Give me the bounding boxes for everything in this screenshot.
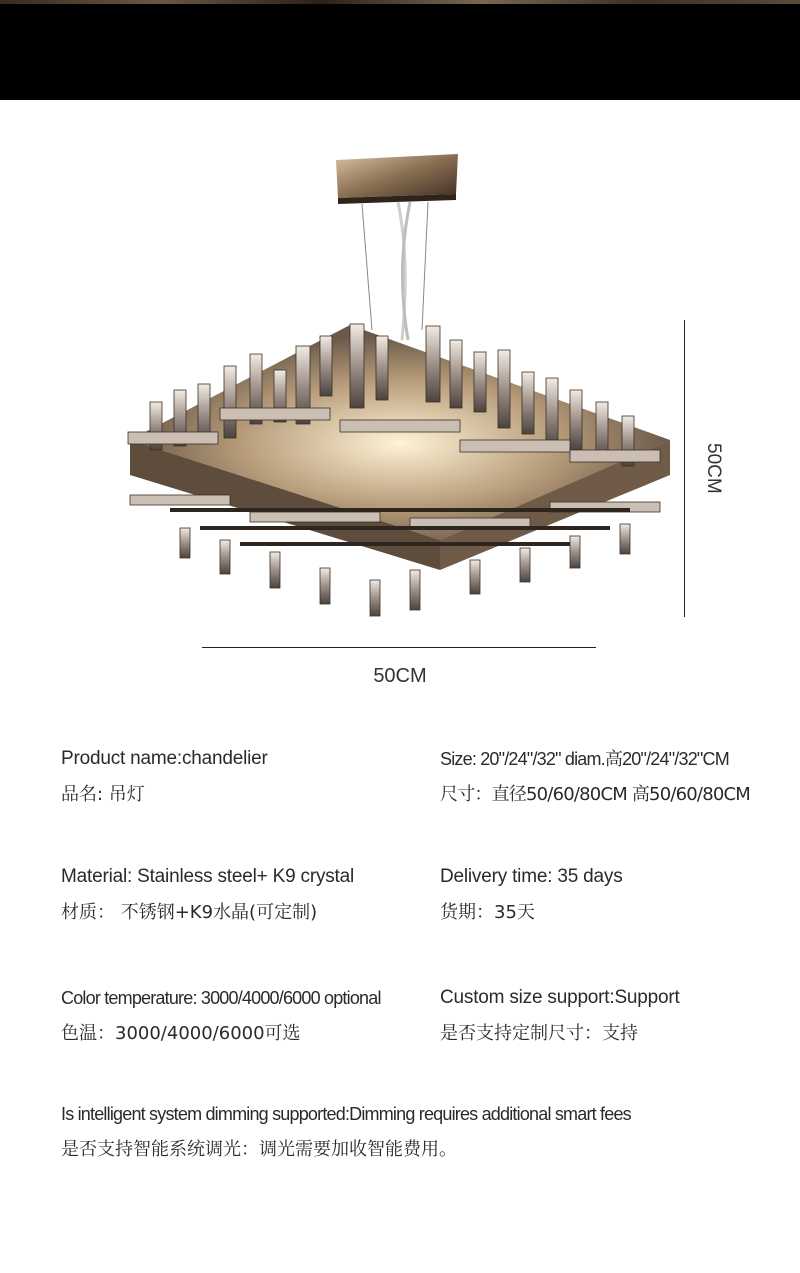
spec-product-name xyxy=(61,747,268,807)
spec-custom-size-en: Custom size support:Support xyxy=(440,987,680,1008)
spec-product-name-zh: 品名: 吊灯 xyxy=(61,784,145,805)
spec-color-temperature-zh: 色温：3000/4000/6000可选 xyxy=(61,1023,301,1044)
spec-material-en: Material: Stainless steel+ K9 crystal xyxy=(61,866,355,887)
spec-custom-size xyxy=(440,986,680,1046)
spec-delivery-zh: 货期：35天 xyxy=(440,902,535,923)
spec-size-zh: 尺寸：直径50/60/80CM 高50/60/80CM xyxy=(440,784,751,805)
top-banner xyxy=(0,0,800,100)
spec-product-name-en: Product name:chandelier xyxy=(61,748,268,769)
spec-color-temperature xyxy=(61,986,381,1046)
spec-dimming-en: Is intelligent system dimming supported:Dimming requires additional smart fees xyxy=(61,1104,631,1124)
width-dimension-line xyxy=(202,647,596,648)
spec-color-temperature-en: Color temperature: 3000/4000/6000 optional xyxy=(61,988,381,1008)
spec-material xyxy=(61,865,354,925)
banner-photo-strip xyxy=(0,0,800,4)
spec-delivery xyxy=(440,865,623,925)
width-dimension-label: 50CM xyxy=(373,665,427,687)
spec-delivery-en: Delivery time: 35 days xyxy=(440,866,623,887)
chandelier-image xyxy=(110,140,680,630)
spec-size-en: Size: 20"/24"/32" diam.高20"/24"/32"CM xyxy=(440,749,729,769)
height-dimension-line xyxy=(684,320,685,617)
spec-material-zh: 材质： 不锈钢+K9水晶(可定制) xyxy=(61,902,318,923)
spec-dimming xyxy=(61,1102,631,1162)
spec-custom-size-zh: 是否支持定制尺寸：支持 xyxy=(440,1023,638,1044)
height-dimension-label: 50CM xyxy=(703,443,724,494)
spec-size xyxy=(440,747,750,807)
spec-dimming-zh: 是否支持智能系统调光：调光需要加收智能费用。 xyxy=(61,1139,457,1160)
